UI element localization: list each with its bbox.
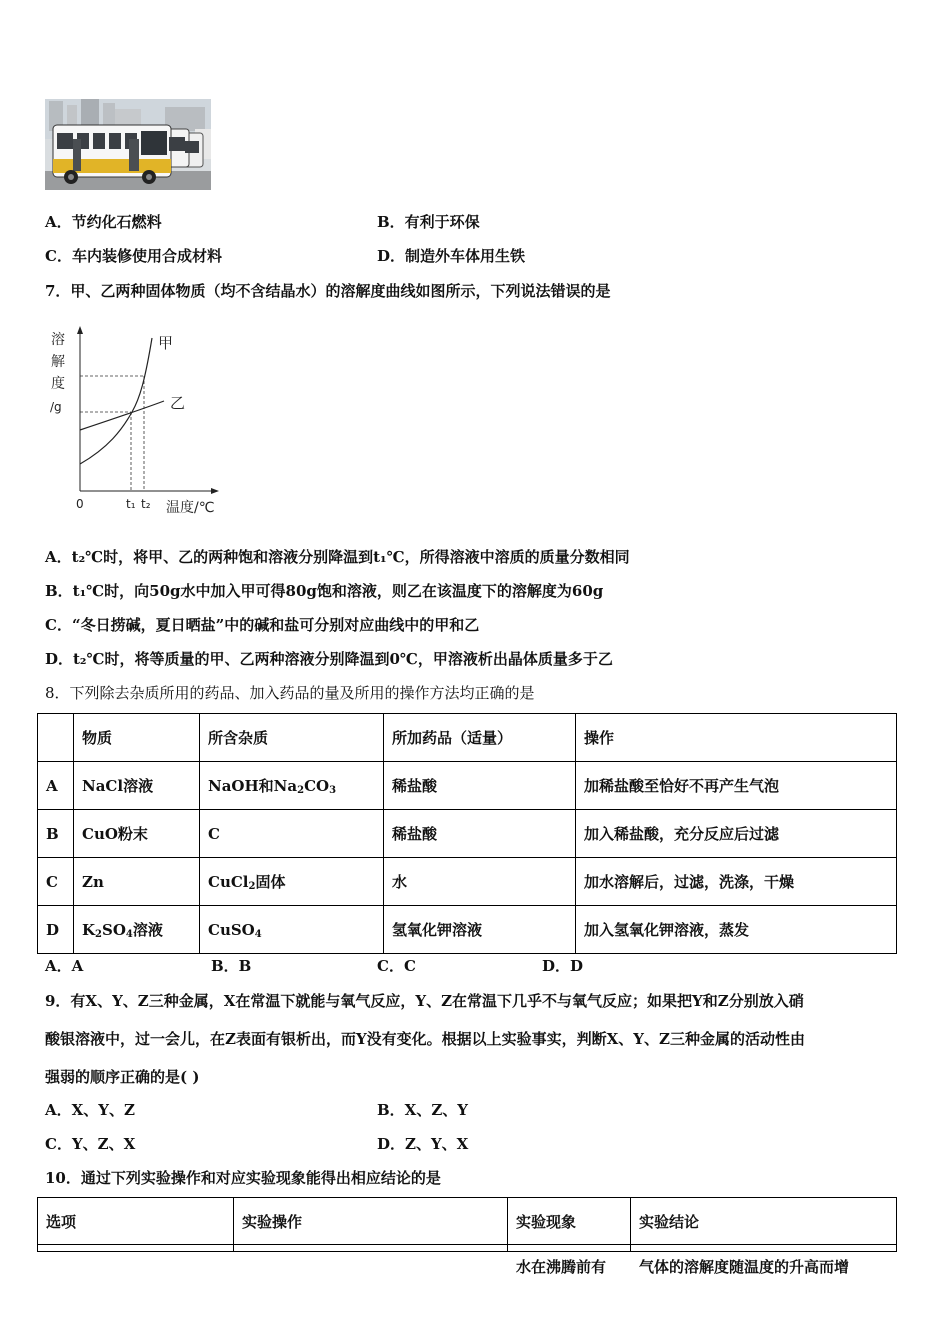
- q9-option-b: B．X、Z、Y: [377, 1101, 468, 1119]
- table-cell: NaCl溶液: [74, 762, 200, 810]
- table-header-row: [38, 714, 897, 762]
- y-label-char-4: /g: [50, 400, 62, 414]
- header-cell: 操作: [576, 714, 897, 762]
- q9-stem-line-1: 9．有X、Y、Z三种金属，X在常温下就能与氧气反应，Y、Z在常温下几乎不与氧气反应；如果把Y和Z分别放入硝: [45, 992, 804, 1010]
- y-label-char-3: 度: [51, 376, 65, 392]
- table-cell: 加入氢氧化钾溶液，蒸发: [576, 906, 897, 954]
- header-cell: 实验操作: [234, 1198, 508, 1245]
- table-row: [38, 762, 897, 810]
- header-cell: 实验现象: [508, 1198, 631, 1245]
- y-label-char-1: 溶: [51, 332, 65, 348]
- table-cell: C: [200, 810, 384, 858]
- q9-option-c: C．Y、Z、X: [45, 1135, 136, 1153]
- table-cell: CuSO$_4$: [200, 906, 384, 954]
- row-label: D: [38, 906, 74, 954]
- table-cell: 加稀盐酸至恰好不再产生气泡: [576, 762, 897, 810]
- table-row: [38, 858, 897, 906]
- q8-answer-a: A．A: [45, 957, 84, 975]
- table-cell: [234, 1245, 508, 1252]
- x-axis-arrow: [211, 488, 219, 494]
- series-jia-label: 甲: [158, 334, 174, 352]
- q9-stem-line-2: 酸银溶液中，过一会儿，在Z表面有银析出，而Y没有变化。根据以上实验事实，判断X、Y、Z三种金属的活动性由: [45, 1030, 805, 1048]
- table-cell: 水: [384, 858, 576, 906]
- header-cell: 实验结论: [631, 1198, 897, 1245]
- series-yi-curve: [80, 401, 164, 430]
- q7-stem: 7．甲、乙两种固体物质（均不含结晶水）的溶解度曲线如图所示，下列说法错误的是: [45, 282, 611, 300]
- x-axis-label: 温度/℃: [166, 500, 215, 516]
- table-cell: 加入稀盐酸，充分反应后过滤: [576, 810, 897, 858]
- y-axis-arrow: [77, 326, 83, 334]
- q9-option-a: A．X、Y、Z: [45, 1101, 135, 1119]
- q6-option-c: C．车内装修使用合成材料: [45, 247, 222, 265]
- q7-option-a: A．t₂℃时，将甲、乙的两种饱和溶液分别降温到t₁℃，所得溶液中溶质的质量分数相同: [45, 548, 630, 566]
- table-cell: 加水溶解后，过滤，洗涤，干燥: [576, 858, 897, 906]
- bus-image: [45, 99, 211, 190]
- table-row: [38, 810, 897, 858]
- q9-option-d: D．Z、Y、X: [377, 1135, 469, 1153]
- q10-table: [37, 1197, 897, 1252]
- row-label: A: [38, 762, 74, 810]
- series-yi-label: 乙: [170, 394, 186, 412]
- table-cell: 氢氧化钾溶液: [384, 906, 576, 954]
- q8-answer-b: B．B: [211, 957, 252, 975]
- q10-phenomenon-text: 水在沸腾前有: [516, 1258, 607, 1276]
- solubility-chart: [40, 318, 230, 527]
- table-row: [38, 1245, 897, 1252]
- header-cell: [38, 714, 74, 762]
- q9-stem-line-3: 强弱的顺序正确的是( ): [45, 1068, 200, 1086]
- header-cell: 所含杂质: [200, 714, 384, 762]
- row-label: C: [38, 858, 74, 906]
- table-cell: CuCl$_2$固体: [200, 858, 384, 906]
- x-tick-t1: t₁: [126, 497, 136, 511]
- table-cell: NaOH和$Na_2CO_3$: [200, 762, 384, 810]
- table-row: [38, 906, 897, 954]
- table-header-row: [38, 1198, 897, 1245]
- q7-option-d: D．t₂℃时，将等质量的甲、乙两种溶液分别降温到0℃，甲溶液析出晶体质量多于乙: [45, 650, 613, 668]
- table-cell: [508, 1245, 631, 1252]
- table-cell: CuO粉末: [74, 810, 200, 858]
- series-jia-curve: [80, 338, 152, 464]
- q6-option-b: B．有利于环保: [377, 213, 480, 231]
- x-tick-0: 0: [76, 497, 84, 511]
- table-cell: Zn: [74, 858, 200, 906]
- header-cell: 物质: [74, 714, 200, 762]
- q6-option-a: A．节约化石燃料: [45, 213, 162, 231]
- x-tick-t2: t₂: [141, 497, 151, 511]
- row-label: B: [38, 810, 74, 858]
- header-cell: 所加药品（适量）: [384, 714, 576, 762]
- table-cell: [631, 1245, 897, 1252]
- q6-option-d: D．制造外车体用生铁: [377, 247, 526, 265]
- table-cell: 稀盐酸: [384, 762, 576, 810]
- q8-stem: 8．下列除去杂质所用的药品、加入药品的量及所用的操作方法均正确的是: [45, 684, 535, 702]
- q7-option-b: B．t₁℃时，向50g水中加入甲可得80g饱和溶液，则乙在该温度下的溶解度为60g: [45, 582, 604, 600]
- q8-table: [37, 713, 897, 954]
- q10-conclusion-text: 气体的溶解度随温度的升高而增: [639, 1258, 850, 1276]
- q10-stem: 10．通过下列实验操作和对应实验现象能得出相应结论的是: [45, 1169, 441, 1187]
- y-label-char-2: 解: [51, 354, 65, 370]
- q7-option-c: C．“冬日捞碱，夏日晒盐”中的碱和盐可分别对应曲线中的甲和乙: [45, 616, 480, 634]
- table-cell: [38, 1245, 234, 1252]
- table-cell: 稀盐酸: [384, 810, 576, 858]
- table-cell: $K_2SO_4$溶液: [74, 906, 200, 954]
- q8-answer-c: C．C: [377, 957, 416, 975]
- header-cell: 选项: [38, 1198, 234, 1245]
- y-axis-label: [50, 331, 65, 414]
- q8-answer-d: D．D: [542, 957, 584, 975]
